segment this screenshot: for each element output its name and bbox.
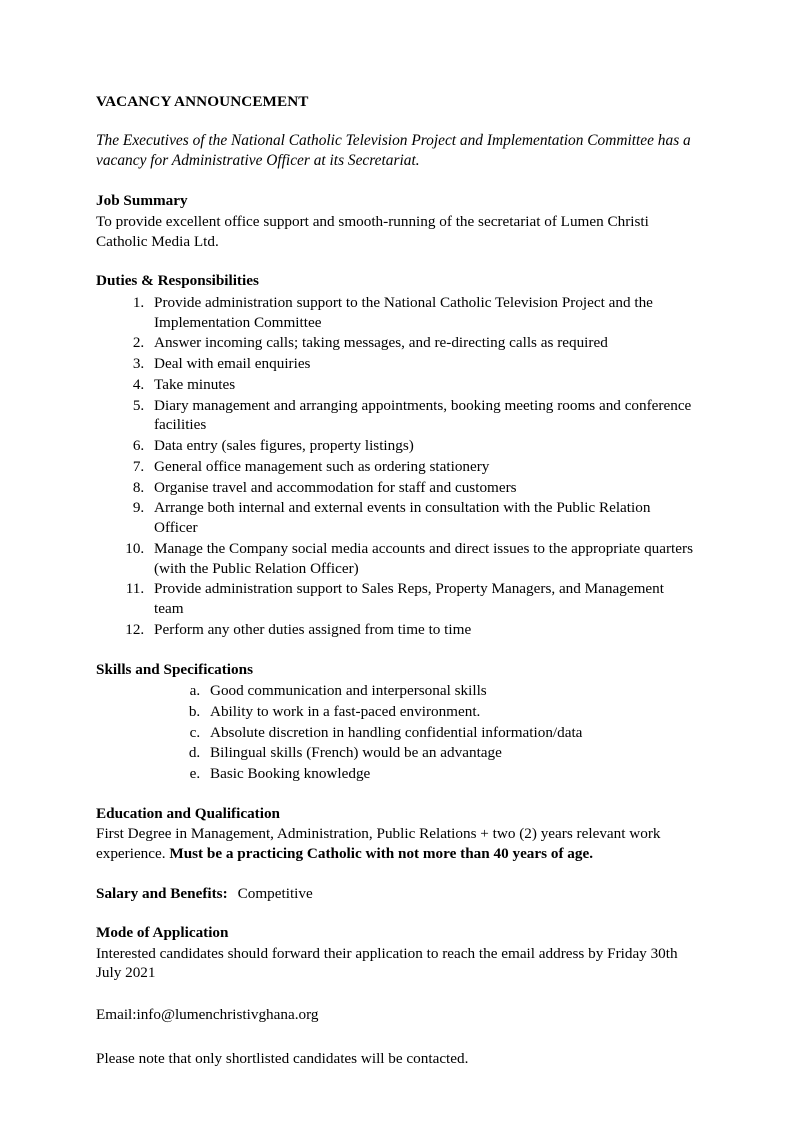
application-email: Email:info@lumenchristivghana.org xyxy=(96,1006,319,1024)
education-heading: Education and Qualification xyxy=(96,804,280,822)
job-summary-body: To provide excellent office support and smooth-running of the secretariat of Lumen Christi Catholic Media Ltd. xyxy=(96,212,649,250)
list-item: d. Bilingual skills (French) would be an advantage xyxy=(204,743,696,763)
list-item: e. Basic Booking knowledge xyxy=(204,764,696,784)
page-title: VACANCY ANNOUNCEMENT xyxy=(96,93,309,110)
salary-line xyxy=(96,884,696,903)
list-item: 7. General office management such as ordering stationery xyxy=(148,457,696,477)
list-item: c. Absolute discretion in handling confidential information/data xyxy=(204,723,696,743)
list-item: 10. Manage the Company social media accounts and direct issues to the appropriate quarters (with the Public Relation Officer) xyxy=(148,539,696,579)
duties-heading: Duties & Responsibilities xyxy=(96,272,259,290)
list-item: 11. Provide administration support to Sales Reps, Property Managers, and Management team xyxy=(148,579,696,619)
document-body xyxy=(96,92,696,1068)
duties-list xyxy=(96,293,696,640)
list-item: a. Good communication and interpersonal skills xyxy=(204,681,696,701)
skills-heading: Skills and Specifications xyxy=(96,660,253,678)
list-item: 9. Arrange both internal and external events in consultation with the Public Relation Officer xyxy=(148,498,696,538)
list-item: 8. Organise travel and accommodation for staff and customers xyxy=(148,478,696,498)
education-body-normal: First Degree in Management, Administration, Public Relations + two (2) years relevant work experience. xyxy=(96,825,661,863)
shortlist-note: Please note that only shortlisted candidates will be contacted. xyxy=(96,1049,469,1067)
list-item: b. Ability to work in a fast-paced environment. xyxy=(204,702,696,722)
list-item: 6. Data entry (sales figures, property listings) xyxy=(148,436,696,456)
list-item: 12. Perform any other duties assigned from time to time xyxy=(148,620,696,640)
salary-label: Salary and Benefits: xyxy=(96,884,228,902)
salary-value: Competitive xyxy=(237,884,313,902)
list-item: 1. Provide administration support to the National Catholic Television Project and the Implementation Committee xyxy=(148,293,696,333)
mode-of-application-heading: Mode of Application xyxy=(96,924,229,942)
mode-of-application-body: Interested candidates should forward their application to reach the email address by Friday 30th July 2021 xyxy=(96,944,678,982)
job-summary-heading: Job Summary xyxy=(96,192,188,210)
skills-list xyxy=(96,681,696,784)
intro-paragraph: The Executives of the National Catholic Television Project and Implementation Committee has a vacancy for Administrative Officer at its Secretariat. xyxy=(96,132,691,170)
list-item: 5. Diary management and arranging appointments, booking meeting rooms and conference facilities xyxy=(148,396,696,436)
list-item: 3. Deal with email enquiries xyxy=(148,354,696,374)
education-body-bold: Must be a practicing Catholic with not more than 40 years of age. xyxy=(169,845,594,863)
education-body xyxy=(96,824,696,864)
list-item: 4. Take minutes xyxy=(148,375,696,395)
list-item: 2. Answer incoming calls; taking messages, and re-directing calls as required xyxy=(148,333,696,353)
